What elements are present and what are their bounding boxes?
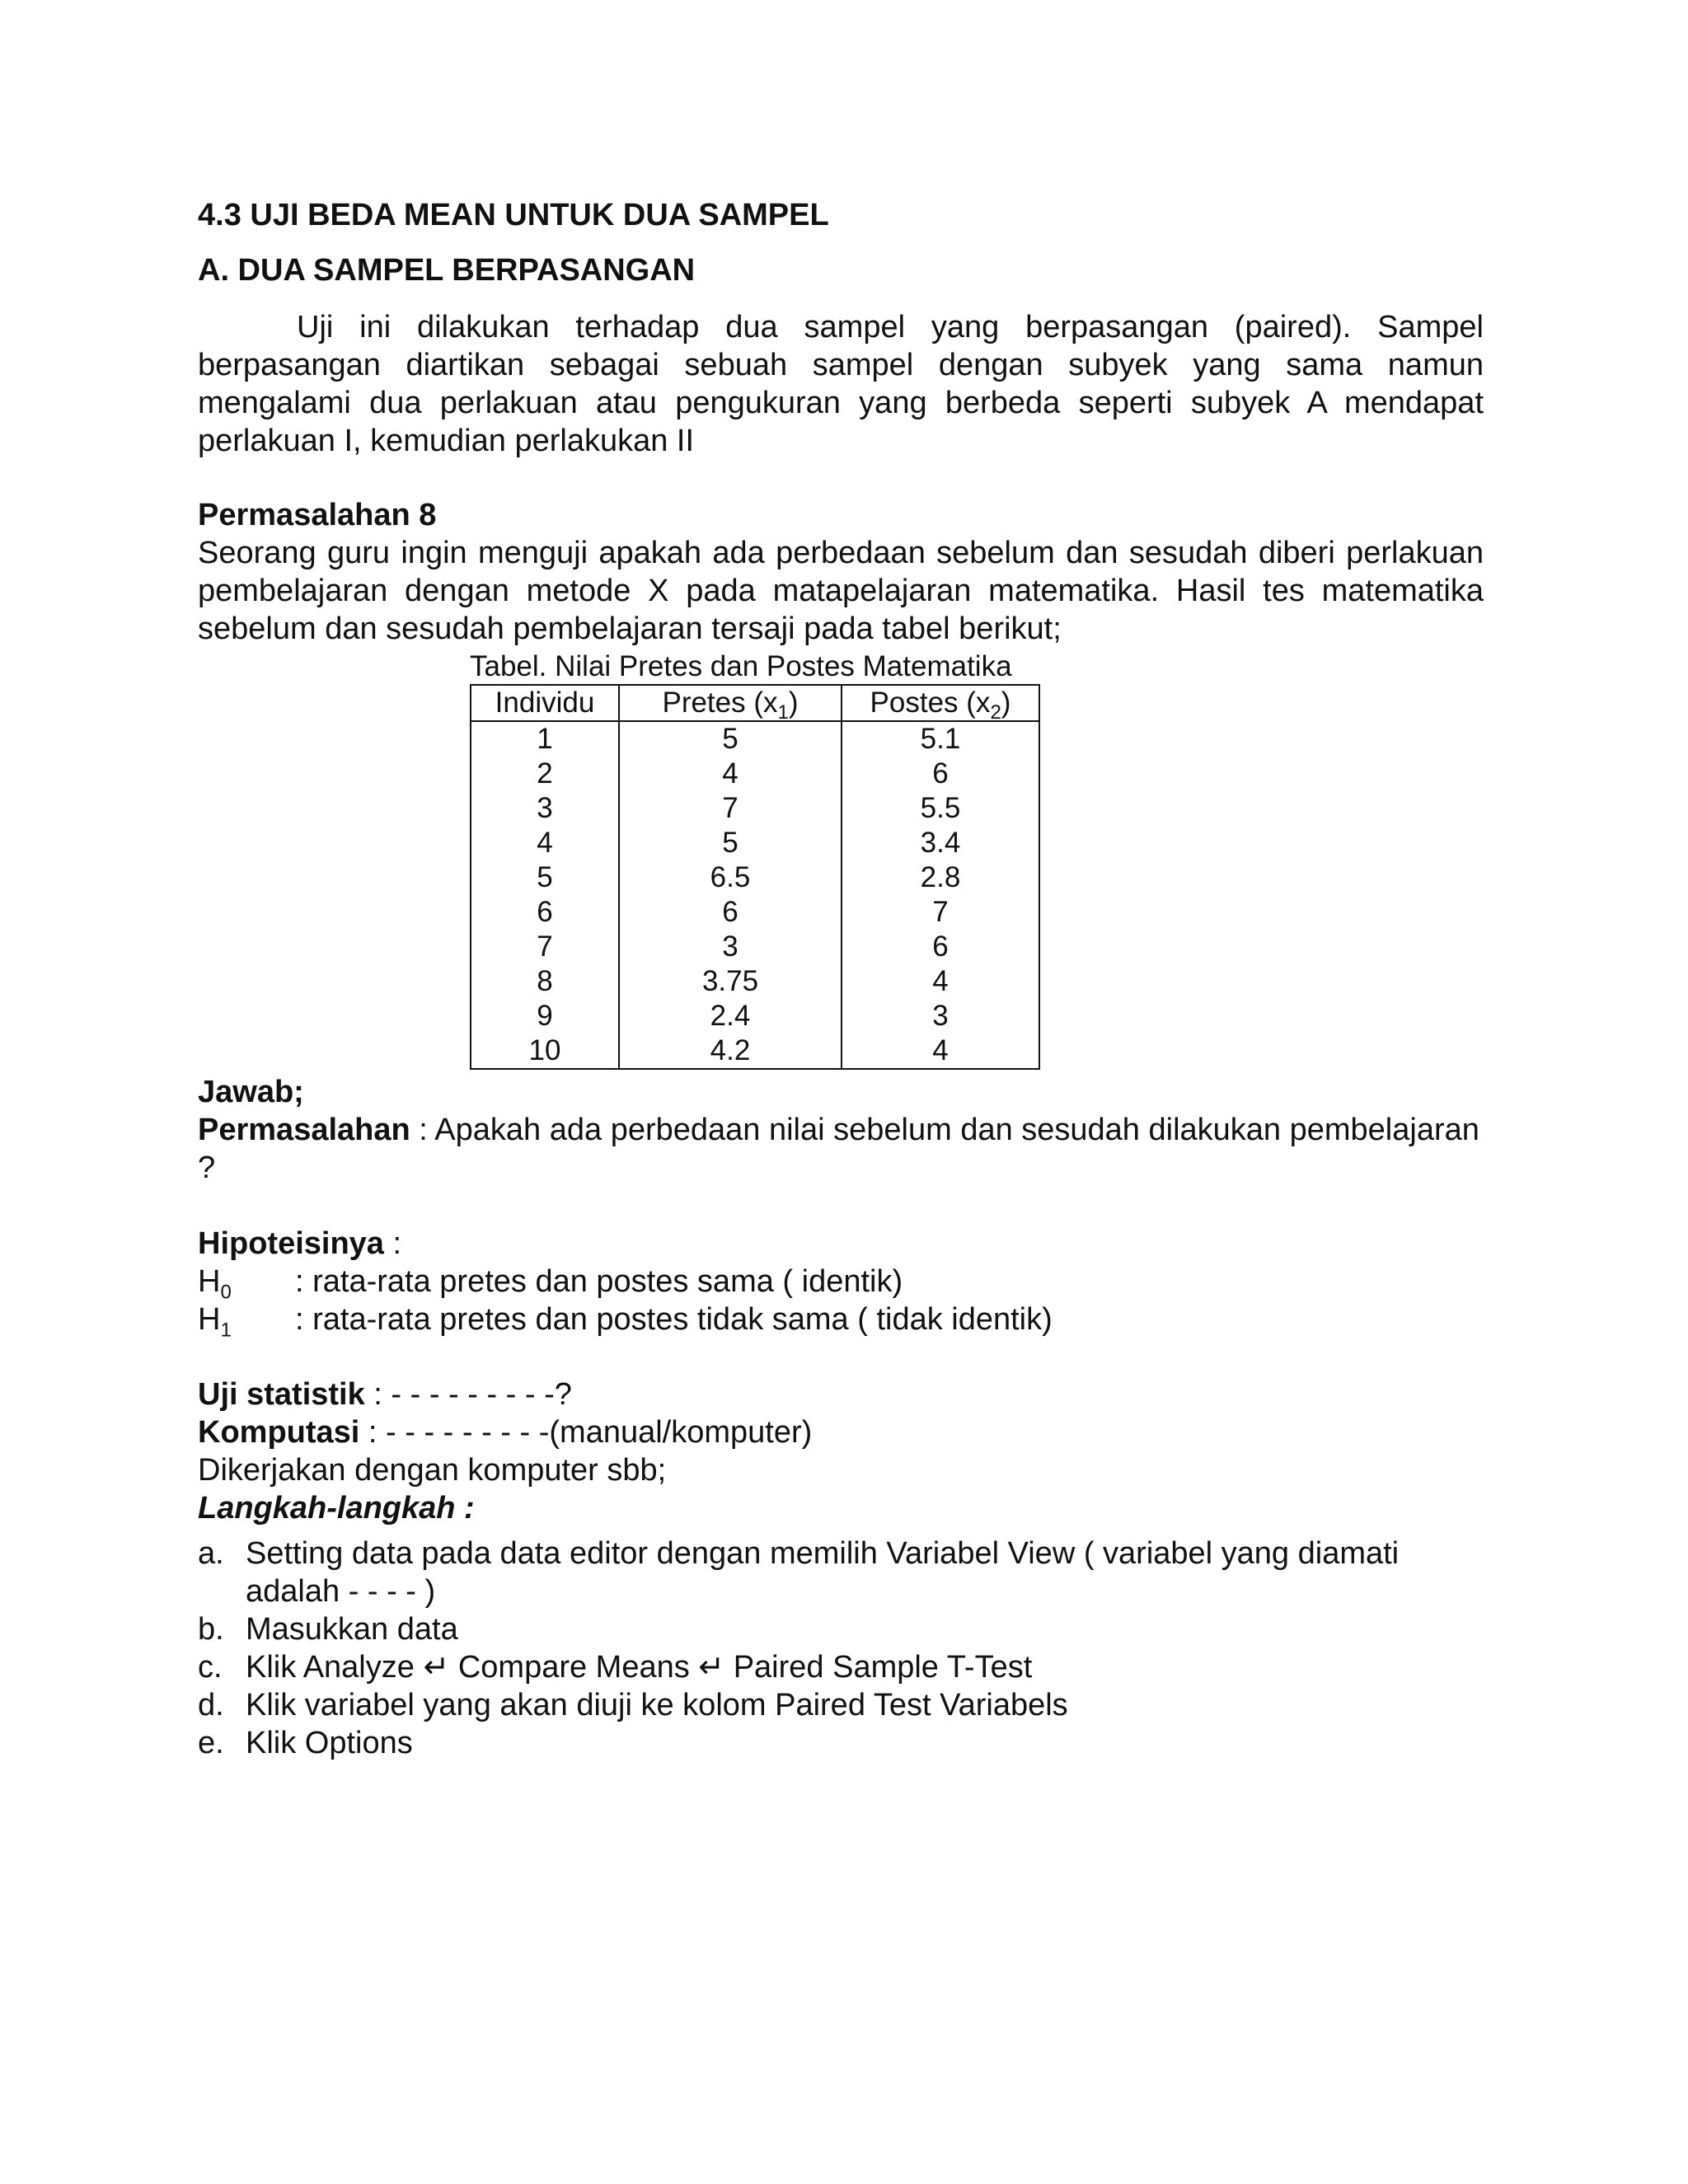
stat-test-label: Uji statistik (198, 1377, 365, 1412)
done-with-text: Dikerjakan dengan komputer sbb; (198, 1453, 667, 1488)
cell-individu: 2 (471, 757, 619, 791)
cell-postes: 6 (842, 930, 1039, 964)
cell-pretes: 6.5 (619, 860, 842, 895)
cell-postes: 3.4 (842, 826, 1039, 860)
list-item (198, 1535, 1484, 1610)
step-label: d. (198, 1688, 224, 1722)
cell-postes: 3 (842, 999, 1039, 1033)
table-row (471, 930, 1039, 964)
cell-pretes: 3.75 (619, 964, 842, 999)
header-pretes: Pretes $(x_1)$ (619, 685, 842, 721)
cell-individu: 6 (471, 895, 619, 930)
step-label: c. (198, 1650, 223, 1685)
table-caption: Tabel. Nilai Pretes dan Postes Matematika (470, 650, 1012, 682)
cell-pretes: 6 (619, 895, 842, 930)
table-row (471, 757, 1039, 791)
cell-postes: 4 (842, 1033, 1039, 1069)
cell-pretes: 5 (619, 826, 842, 860)
list-item (198, 1610, 1484, 1648)
cell-postes: 5.1 (842, 721, 1039, 757)
h0-text: : rata-rata pretes dan postes sama ( identik) (295, 1264, 903, 1299)
cell-pretes: 4.2 (619, 1033, 842, 1069)
cell-individu: 1 (471, 721, 619, 757)
cell-individu: 9 (471, 999, 619, 1033)
cell-pretes: 2.4 (619, 999, 842, 1033)
table-row (471, 964, 1039, 999)
table-row (471, 791, 1039, 826)
cell-pretes: 5 (619, 721, 842, 757)
intro-paragraph: Uji ini dilakukan terhadap dua sampel yang berpasangan (paired). Sampel berpasangan diartikan sebagai sebuah sampel dengan subyek yang sama namun mengalami dua perlakuan atau pengukuran yang berbeda seperti subyek A mendapat perlakuan I, kemudian perlakukan II (198, 310, 1484, 458)
hypothesis-label-suffix: : (383, 1226, 402, 1261)
step-text: Setting data pada data editor dengan memilih Variabel View ( variabel yang diamati adalah - - - - ) (246, 1536, 1400, 1609)
cell-postes: 2.8 (842, 860, 1039, 895)
answer-heading: Jawab; (198, 1075, 304, 1109)
computation-label: Komputasi (198, 1415, 360, 1450)
step-text: Klik Analyze ↵ Compare Means ↵ Paired Sample T-Test (246, 1650, 1033, 1685)
data-table (470, 684, 1040, 1070)
hypothesis-h0 (198, 1263, 903, 1304)
cell-individu: 7 (471, 930, 619, 964)
step-text: Klik Options (246, 1726, 413, 1760)
computation-text: : - - - - - - - - -(manual/komputer) (359, 1415, 813, 1450)
list-item (198, 1648, 1484, 1686)
table-row (471, 826, 1039, 860)
table-row (471, 895, 1039, 930)
list-item (198, 1724, 1484, 1762)
cell-postes: 4 (842, 964, 1039, 999)
answer-problem-text: : Apakah ada perbedaan nilai sebelum dan sesudah dilakukan pembelajaran ? (198, 1113, 1479, 1185)
table-row (471, 860, 1039, 895)
answer-problem (198, 1111, 1484, 1187)
stat-test-line (198, 1376, 1484, 1413)
hypothesis-heading (198, 1225, 1484, 1263)
header-individu: Individu (471, 685, 619, 721)
h1-text: : rata-rata pretes dan postes tidak sama ( tidak identik) (295, 1302, 1053, 1337)
table-header-row (471, 685, 1039, 721)
table-row (471, 721, 1039, 757)
table-row (471, 1033, 1039, 1069)
table-row (471, 999, 1039, 1033)
problem-title: Permasalahan 8 (198, 498, 437, 532)
cell-individu: 4 (471, 826, 619, 860)
step-text: Masukkan data (246, 1612, 458, 1647)
subsection-title: A. DUA SAMPEL BERPASANGAN (198, 253, 696, 288)
cell-individu: 10 (471, 1033, 619, 1069)
step-label: a. (198, 1536, 224, 1571)
section-title: 4.3 UJI BEDA MEAN UNTUK DUA SAMPEL (198, 198, 829, 232)
cell-pretes: 7 (619, 791, 842, 826)
step-text: Klik variabel yang akan diuji ke kolom Paired Test Variabels (246, 1688, 1068, 1722)
list-item (198, 1686, 1484, 1724)
cell-individu: 5 (471, 860, 619, 895)
step-label: b. (198, 1612, 224, 1647)
h1-symbol: $H_1$ (198, 1302, 232, 1342)
cell-pretes: 3 (619, 930, 842, 964)
hypothesis-label: Hipoteisinya (198, 1226, 384, 1261)
cell-individu: 8 (471, 964, 619, 999)
header-postes: Postes $(x_2)$ (842, 685, 1039, 721)
hypothesis-h1 (198, 1301, 1053, 1342)
computation-line (198, 1413, 1484, 1451)
problem-text: Seorang guru ingin menguji apakah ada perbedaan sebelum dan sesudah diberi perlakuan pembelajaran dengan metode X pada matapelajaran matematika. Hasil tes matematika sebelum dan sesudah pembelajaran tersaji pada tabel berikut; (198, 536, 1484, 646)
h0-symbol: $H_0$ (198, 1264, 232, 1304)
steps-list (198, 1535, 1484, 1762)
cell-postes: 6 (842, 757, 1039, 791)
step-label: e. (198, 1726, 224, 1760)
steps-heading: Langkah-langkah : (198, 1491, 475, 1526)
cell-postes: 5.5 (842, 791, 1039, 826)
stat-test-text: : - - - - - - - - -? (364, 1377, 572, 1412)
cell-postes: 7 (842, 895, 1039, 930)
cell-pretes: 4 (619, 757, 842, 791)
answer-problem-label: Permasalahan (198, 1113, 410, 1147)
cell-individu: 3 (471, 791, 619, 826)
